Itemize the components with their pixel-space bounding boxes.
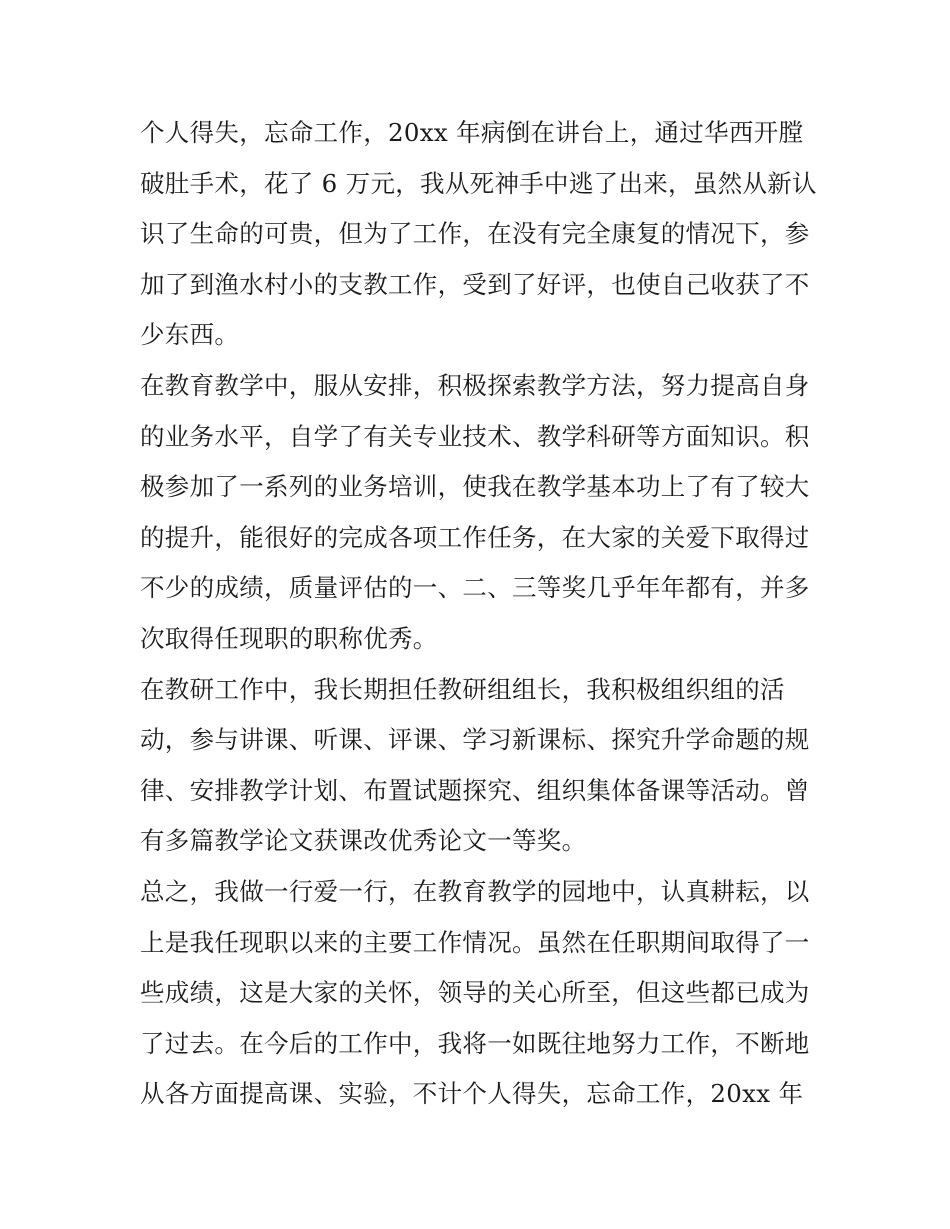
document-body [140,108,820,1120]
text-line: 了过去。在今后的工作中，我将一如既往地努力工作，不断地 [140,1028,810,1058]
text-line: 少东西。 [140,320,240,350]
text-line: 加了到渔水村小的支教工作，受到了好评，也使自己收获了不 [140,269,810,299]
text-line: 不少的成绩，质量评估的一、二、三等奖几乎年年都有，并多 [140,573,810,603]
text-line: 个人得失，忘命工作，20xx 年病倒在讲台上，通过华西开膛 [140,118,804,147]
text-line: 在教育教学中，服从安排，积极探索教学方法，努力提高自身 [140,370,810,400]
text-line: 些成绩，这是大家的关怀，领导的关心所至，但这些都已成为 [140,978,810,1008]
text-line: 识了生命的可贵，但为了工作，在没有完全康复的情况下，参 [140,219,810,249]
text-line: 次取得任现职的职称优秀。 [140,623,438,653]
text-line: 动，参与讲课、听课、评课、学习新课标、探究升学命题的规 [140,725,810,755]
text-line: 律、安排教学计划、布置试题探究、组织集体备课等活动。曾 [140,775,810,805]
text-line: 在教研工作中，我长期担任教研组组长，我积极组织组的活 [140,674,785,704]
text-line: 总之，我做一行爱一行，在教育教学的园地中，认真耕耘，以 [140,876,810,906]
text-line: 破肚手术，花了 6 万元，我从死神手中逃了出来，虽然从新认 [140,168,817,198]
text-line: 有多篇教学论文获课改优秀论文一等奖。 [140,826,587,856]
text-line: 上是我任现职以来的主要工作情况。虽然在任职期间取得了一 [140,927,810,957]
text-line: 的提升，能很好的完成各项工作任务，在大家的关爱下取得过 [140,522,810,552]
text-line: 从各方面提高课、实验，不计个人得失，忘命工作，20xx 年 [140,1079,804,1109]
text-line: 极参加了一系列的业务培训，使我在教学基本功上了有了较大 [140,472,810,502]
text-line: 的业务水平，自学了有关专业技术、教学科研等方面知识。积 [140,421,810,451]
